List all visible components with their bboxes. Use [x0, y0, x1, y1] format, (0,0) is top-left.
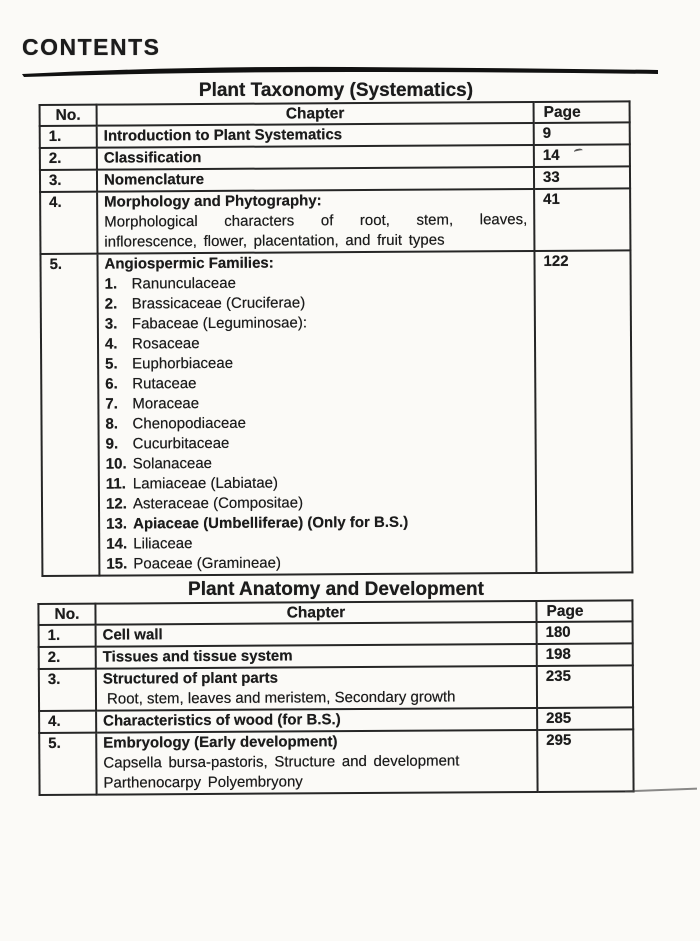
chapter-description-line: inflorescence, flower, placentation, and fruit types [104, 231, 445, 251]
row-number: 3. [40, 170, 97, 192]
row-number: 4. [39, 711, 96, 733]
scan-streak [625, 788, 697, 793]
row-number: 3. [39, 669, 96, 711]
chapter-cell [96, 666, 537, 711]
family-list-item: 5. Euphorbiaceae [105, 354, 234, 373]
page-number: 9 [534, 122, 630, 145]
family-list-item: 8. Chenopodiaceae [105, 414, 246, 433]
column-header-no: No. [40, 105, 97, 126]
chapter-cell [97, 123, 534, 148]
family-list-item: 1. Ranunculaceae [104, 274, 236, 293]
chapter-cell [96, 644, 537, 669]
chapter-cell [96, 730, 537, 795]
section-plant-anatomy [38, 579, 634, 796]
section-title-taxonomy: Plant Taxonomy (Systematics) [198, 80, 474, 101]
family-list [105, 272, 530, 575]
toc-table-taxonomy [39, 100, 634, 577]
family-list-item: 4. Rosaceae [104, 335, 200, 353]
page-number: 285 [537, 707, 633, 730]
row-number: 4. [40, 192, 97, 254]
chapter-cell [96, 708, 537, 733]
title-underline-rule [20, 65, 660, 77]
family-list-item: 14. Liliaceae [106, 535, 193, 553]
chapter-description-line: Morphological characters of root, stem, leaves, [104, 211, 528, 231]
row-number: 5. [40, 254, 99, 576]
column-header-no: No. [38, 604, 95, 625]
family-list-item: 7. Moraceae [105, 395, 200, 413]
page-number: 122 [534, 250, 632, 573]
row-number: 1. [39, 625, 96, 647]
page-number: 14 [534, 144, 630, 167]
chapter-title: Introduction to Plant Systematics [103, 126, 343, 145]
chapter-description-line: Parthenocarpy Polyembryony [103, 773, 303, 792]
page-number: 33 [534, 166, 630, 189]
scan-speck [573, 148, 583, 155]
family-list-item: 15. Poaceae (Gramineae) [106, 554, 281, 573]
table-row [40, 250, 632, 576]
column-header-chapter: Chapter [97, 102, 534, 126]
chapter-title: Structured of plant parts [102, 669, 278, 688]
chapter-cell [97, 167, 534, 192]
section-plant-taxonomy [40, 80, 632, 577]
column-header-page: Page [536, 600, 632, 622]
chapter-title: Classification [103, 149, 202, 167]
row-number: 5. [39, 733, 96, 795]
column-header-chapter: Chapter [95, 601, 536, 625]
page-title: CONTENTS [22, 34, 161, 60]
page-number: 198 [537, 643, 633, 666]
table-row [39, 665, 633, 711]
page-number: 180 [537, 621, 633, 644]
family-list-item: 9. Cucurbitaceae [105, 434, 230, 453]
chapter-cell [97, 145, 534, 170]
chapter-description-line: Root, stem, leaves and meristem, Secondary growth [106, 688, 456, 708]
row-number: 1. [40, 126, 97, 148]
chapter-title: Angiospermic Families: [104, 254, 274, 273]
family-list-item: 11. Lamiaceae (Labiatae) [105, 474, 279, 493]
family-list-item: 3. Fabaceae (Leguminosae): [104, 314, 308, 333]
family-list-item: 12. Asteraceae (Compositae) [105, 494, 304, 513]
row-number: 2. [39, 647, 96, 669]
family-list-item: 2. Brassicaceae (Cruciferae) [104, 294, 306, 313]
section-title-anatomy: Plant Anatomy and Development [188, 579, 484, 600]
chapter-title: Cell wall [102, 626, 163, 644]
page-number: 235 [537, 665, 633, 708]
table-row [40, 188, 630, 254]
chapter-title: Nomenclature [103, 170, 205, 189]
chapter-cell [97, 189, 534, 254]
chapter-title: Tissues and tissue system [102, 647, 293, 666]
chapter-title: Morphology and Phytography: [104, 192, 322, 211]
family-list-item: 6. Rutaceae [105, 375, 197, 393]
chapter-cell [96, 622, 537, 647]
chapter-cell [97, 251, 536, 576]
family-list-item: 10. Solanaceae [105, 454, 213, 473]
family-list-item: 13. Apiaceae (Umbelliferae) (Only for B.S.) [106, 513, 409, 533]
column-header-page: Page [534, 101, 630, 123]
chapter-title: Embryology (Early development) [103, 733, 338, 752]
page-number: 41 [534, 188, 630, 251]
toc-table-anatomy [37, 599, 634, 796]
chapter-description-line: Capsella bursa-pastoris, Structure and development [103, 752, 460, 772]
page-number: 295 [537, 729, 633, 792]
table-row [39, 729, 633, 795]
chapter-title: Characteristics of wood (for B.S.) [103, 711, 341, 730]
row-number: 2. [40, 148, 97, 170]
